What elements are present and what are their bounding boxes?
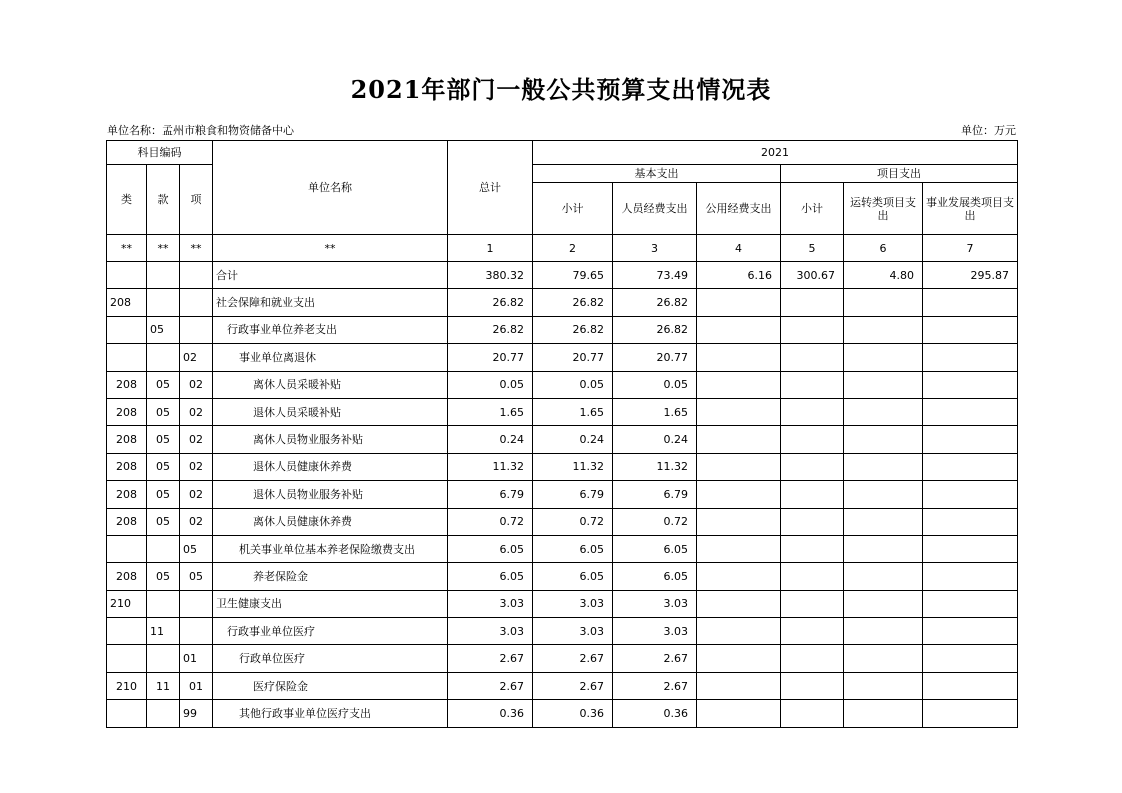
project-subtotal-cell bbox=[781, 618, 844, 645]
lei-cell bbox=[107, 535, 147, 562]
index-cell: ** bbox=[213, 235, 448, 262]
kuan-cell: 05 bbox=[147, 508, 180, 535]
lei-cell: 208 bbox=[107, 563, 147, 590]
xiang-cell: 05 bbox=[180, 563, 213, 590]
table-row bbox=[107, 453, 1018, 480]
unit-name-cell: 退休人员采暖补贴 bbox=[213, 398, 448, 425]
transfer-cell bbox=[844, 563, 923, 590]
basic-subtotal-cell: 26.82 bbox=[533, 316, 613, 343]
total-cell: 26.82 bbox=[448, 289, 533, 316]
unit-name-cell: 离休人员健康休养费 bbox=[213, 508, 448, 535]
basic-subtotal-cell: 3.03 bbox=[533, 618, 613, 645]
basic-subtotal-cell: 2.67 bbox=[533, 672, 613, 699]
unit-name-cell: 行政单位医疗 bbox=[213, 645, 448, 672]
public-cell bbox=[697, 371, 781, 398]
total-cell: 6.05 bbox=[448, 563, 533, 590]
transfer-cell bbox=[844, 316, 923, 343]
basic-subtotal-cell: 0.72 bbox=[533, 508, 613, 535]
transfer-cell bbox=[844, 453, 923, 480]
transfer-cell bbox=[844, 398, 923, 425]
personnel-cell: 1.65 bbox=[613, 398, 697, 425]
unit-name-label: 单位名称：孟州市粮食和物资储备中心 bbox=[107, 124, 294, 137]
total-cell: 2.67 bbox=[448, 645, 533, 672]
lei-cell: 208 bbox=[107, 481, 147, 508]
kuan-header: 款 bbox=[147, 165, 180, 235]
index-row bbox=[107, 235, 1018, 262]
transfer-cell bbox=[844, 426, 923, 453]
basic-subtotal-cell: 0.36 bbox=[533, 700, 613, 727]
transfer-cell bbox=[844, 590, 923, 617]
index-cell: ** bbox=[180, 235, 213, 262]
public-cell bbox=[697, 700, 781, 727]
total-cell: 3.03 bbox=[448, 590, 533, 617]
project-subtotal-cell bbox=[781, 563, 844, 590]
kuan-cell bbox=[147, 344, 180, 371]
project-subtotal-cell bbox=[781, 645, 844, 672]
total-cell: 20.77 bbox=[448, 344, 533, 371]
public-cell bbox=[697, 535, 781, 562]
development-cell: 295.87 bbox=[923, 262, 1018, 289]
transfer-project-header: 运转类项目支出 bbox=[844, 183, 923, 235]
unit-name-cell: 行政事业单位养老支出 bbox=[213, 316, 448, 343]
unit-name-cell: 医疗保险金 bbox=[213, 672, 448, 699]
basic-subtotal-cell: 20.77 bbox=[533, 344, 613, 371]
index-cell: 7 bbox=[923, 235, 1018, 262]
table-row bbox=[107, 481, 1018, 508]
public-cell bbox=[697, 672, 781, 699]
kuan-cell bbox=[147, 590, 180, 617]
kuan-cell: 05 bbox=[147, 316, 180, 343]
public-header: 公用经费支出 bbox=[697, 183, 781, 235]
project-subtotal-header: 小计 bbox=[781, 183, 844, 235]
xiang-cell bbox=[180, 262, 213, 289]
lei-header: 类 bbox=[107, 165, 147, 235]
total-cell: 380.32 bbox=[448, 262, 533, 289]
index-cell: 4 bbox=[697, 235, 781, 262]
unit-name-cell: 事业单位离退休 bbox=[213, 344, 448, 371]
xiang-cell bbox=[180, 618, 213, 645]
table-row bbox=[107, 563, 1018, 590]
table-row bbox=[107, 645, 1018, 672]
kuan-cell: 05 bbox=[147, 563, 180, 590]
personnel-cell: 26.82 bbox=[613, 316, 697, 343]
development-cell bbox=[923, 344, 1018, 371]
lei-cell: 210 bbox=[107, 590, 147, 617]
project-subtotal-cell bbox=[781, 700, 844, 727]
basic-subtotal-cell: 3.03 bbox=[533, 590, 613, 617]
index-cell: 6 bbox=[844, 235, 923, 262]
personnel-header: 人员经费支出 bbox=[613, 183, 697, 235]
table-row bbox=[107, 371, 1018, 398]
xiang-cell: 02 bbox=[180, 481, 213, 508]
xiang-cell: 02 bbox=[180, 344, 213, 371]
transfer-cell bbox=[844, 508, 923, 535]
table-body bbox=[107, 262, 1018, 728]
total-cell: 0.24 bbox=[448, 426, 533, 453]
xiang-cell: 02 bbox=[180, 371, 213, 398]
xiang-cell bbox=[180, 316, 213, 343]
project-subtotal-cell bbox=[781, 316, 844, 343]
basic-subtotal-cell: 0.05 bbox=[533, 371, 613, 398]
basic-subtotal-cell: 26.82 bbox=[533, 289, 613, 316]
basic-subtotal-cell: 11.32 bbox=[533, 453, 613, 480]
unit-name-cell: 卫生健康支出 bbox=[213, 590, 448, 617]
basic-subtotal-cell: 0.24 bbox=[533, 426, 613, 453]
transfer-cell bbox=[844, 618, 923, 645]
unit-name-cell: 退休人员物业服务补贴 bbox=[213, 481, 448, 508]
kuan-cell: 05 bbox=[147, 426, 180, 453]
xiang-cell: 01 bbox=[180, 672, 213, 699]
basic-subtotal-cell: 79.65 bbox=[533, 262, 613, 289]
personnel-cell: 2.67 bbox=[613, 672, 697, 699]
development-cell bbox=[923, 590, 1018, 617]
total-header: 总计 bbox=[448, 141, 533, 235]
public-cell bbox=[697, 453, 781, 480]
table-row bbox=[107, 426, 1018, 453]
development-project-header: 事业发展类项目支出 bbox=[923, 183, 1018, 235]
project-subtotal-cell: 300.67 bbox=[781, 262, 844, 289]
basic-subtotal-cell: 6.05 bbox=[533, 535, 613, 562]
transfer-cell bbox=[844, 289, 923, 316]
public-cell bbox=[697, 508, 781, 535]
table-row bbox=[107, 618, 1018, 645]
public-cell bbox=[697, 398, 781, 425]
development-cell bbox=[923, 563, 1018, 590]
basic-subtotal-cell: 1.65 bbox=[533, 398, 613, 425]
public-cell bbox=[697, 618, 781, 645]
public-cell bbox=[697, 590, 781, 617]
development-cell bbox=[923, 618, 1018, 645]
project-subtotal-cell bbox=[781, 344, 844, 371]
unit-name-cell: 机关事业单位基本养老保险缴费支出 bbox=[213, 535, 448, 562]
transfer-cell bbox=[844, 535, 923, 562]
lei-cell: 208 bbox=[107, 453, 147, 480]
kuan-cell bbox=[147, 262, 180, 289]
development-cell bbox=[923, 672, 1018, 699]
development-cell bbox=[923, 316, 1018, 343]
project-subtotal-cell bbox=[781, 371, 844, 398]
total-cell: 6.05 bbox=[448, 535, 533, 562]
total-cell: 1.65 bbox=[448, 398, 533, 425]
lei-cell: 208 bbox=[107, 508, 147, 535]
public-cell bbox=[697, 481, 781, 508]
public-cell bbox=[697, 344, 781, 371]
project-expenditure-header: 项目支出 bbox=[781, 165, 1018, 183]
index-cell: 2 bbox=[533, 235, 613, 262]
transfer-cell bbox=[844, 700, 923, 727]
total-cell: 11.32 bbox=[448, 453, 533, 480]
xiang-cell: 02 bbox=[180, 426, 213, 453]
public-cell bbox=[697, 426, 781, 453]
public-cell bbox=[697, 563, 781, 590]
xiang-cell: 99 bbox=[180, 700, 213, 727]
xiang-cell: 02 bbox=[180, 398, 213, 425]
transfer-cell: 4.80 bbox=[844, 262, 923, 289]
unit-name-cell: 社会保障和就业支出 bbox=[213, 289, 448, 316]
development-cell bbox=[923, 289, 1018, 316]
personnel-cell: 73.49 bbox=[613, 262, 697, 289]
development-cell bbox=[923, 645, 1018, 672]
lei-cell: 208 bbox=[107, 426, 147, 453]
personnel-cell: 0.36 bbox=[613, 700, 697, 727]
table-row bbox=[107, 316, 1018, 343]
development-cell bbox=[923, 426, 1018, 453]
personnel-cell: 3.03 bbox=[613, 590, 697, 617]
unit-name-cell: 合计 bbox=[213, 262, 448, 289]
unit-name-cell: 离休人员物业服务补贴 bbox=[213, 426, 448, 453]
personnel-cell: 6.79 bbox=[613, 481, 697, 508]
lei-cell bbox=[107, 645, 147, 672]
development-cell bbox=[923, 453, 1018, 480]
table-row bbox=[107, 344, 1018, 371]
kuan-cell: 05 bbox=[147, 371, 180, 398]
basic-subtotal-header: 小计 bbox=[533, 183, 613, 235]
personnel-cell: 26.82 bbox=[613, 289, 697, 316]
public-cell bbox=[697, 316, 781, 343]
kuan-cell: 05 bbox=[147, 398, 180, 425]
unit-name-cell: 养老保险金 bbox=[213, 563, 448, 590]
development-cell bbox=[923, 398, 1018, 425]
basic-expenditure-header: 基本支出 bbox=[533, 165, 781, 183]
table-row bbox=[107, 590, 1018, 617]
project-subtotal-cell bbox=[781, 481, 844, 508]
kuan-cell bbox=[147, 289, 180, 316]
project-subtotal-cell bbox=[781, 453, 844, 480]
lei-cell: 208 bbox=[107, 398, 147, 425]
public-cell bbox=[697, 289, 781, 316]
development-cell bbox=[923, 700, 1018, 727]
lei-cell: 210 bbox=[107, 672, 147, 699]
transfer-cell bbox=[844, 481, 923, 508]
kuan-cell: 11 bbox=[147, 618, 180, 645]
table-row bbox=[107, 508, 1018, 535]
total-cell: 0.72 bbox=[448, 508, 533, 535]
project-subtotal-cell bbox=[781, 672, 844, 699]
project-subtotal-cell bbox=[781, 508, 844, 535]
index-cell: 1 bbox=[448, 235, 533, 262]
budget-table bbox=[106, 140, 1018, 728]
kuan-cell: 11 bbox=[147, 672, 180, 699]
table-row bbox=[107, 700, 1018, 727]
public-cell: 6.16 bbox=[697, 262, 781, 289]
project-subtotal-cell bbox=[781, 535, 844, 562]
table-row bbox=[107, 672, 1018, 699]
total-cell: 6.79 bbox=[448, 481, 533, 508]
page-title: 2021年部门一般公共预算支出情况表 bbox=[350, 75, 772, 104]
transfer-cell bbox=[844, 672, 923, 699]
unit-name-cell: 行政事业单位医疗 bbox=[213, 618, 448, 645]
kuan-cell: 05 bbox=[147, 453, 180, 480]
personnel-cell: 6.05 bbox=[613, 563, 697, 590]
total-cell: 3.03 bbox=[448, 618, 533, 645]
transfer-cell bbox=[844, 344, 923, 371]
kuan-cell bbox=[147, 535, 180, 562]
table-row bbox=[107, 262, 1018, 289]
table-row bbox=[107, 535, 1018, 562]
personnel-cell: 2.67 bbox=[613, 645, 697, 672]
lei-cell bbox=[107, 262, 147, 289]
lei-cell: 208 bbox=[107, 371, 147, 398]
project-subtotal-cell bbox=[781, 590, 844, 617]
xiang-cell: 01 bbox=[180, 645, 213, 672]
total-cell: 26.82 bbox=[448, 316, 533, 343]
kuan-cell bbox=[147, 645, 180, 672]
lei-cell bbox=[107, 618, 147, 645]
kuan-cell: 05 bbox=[147, 481, 180, 508]
basic-subtotal-cell: 6.79 bbox=[533, 481, 613, 508]
index-cell: 3 bbox=[613, 235, 697, 262]
unit-name-cell: 离休人员采暖补贴 bbox=[213, 371, 448, 398]
unit-name-header: 单位名称 bbox=[213, 141, 448, 235]
personnel-cell: 11.32 bbox=[613, 453, 697, 480]
transfer-cell bbox=[844, 371, 923, 398]
xiang-cell: 02 bbox=[180, 453, 213, 480]
personnel-cell: 6.05 bbox=[613, 535, 697, 562]
total-cell: 0.05 bbox=[448, 371, 533, 398]
xiang-cell: 05 bbox=[180, 535, 213, 562]
development-cell bbox=[923, 371, 1018, 398]
lei-cell: 208 bbox=[107, 289, 147, 316]
basic-subtotal-cell: 2.67 bbox=[533, 645, 613, 672]
project-subtotal-cell bbox=[781, 398, 844, 425]
xiang-header: 项 bbox=[180, 165, 213, 235]
table-row bbox=[107, 398, 1018, 425]
xiang-cell bbox=[180, 590, 213, 617]
table-row bbox=[107, 289, 1018, 316]
lei-cell bbox=[107, 700, 147, 727]
kuan-cell bbox=[147, 700, 180, 727]
personnel-cell: 0.24 bbox=[613, 426, 697, 453]
year-header: 2021 bbox=[533, 141, 1018, 165]
transfer-cell bbox=[844, 645, 923, 672]
lei-cell bbox=[107, 344, 147, 371]
lei-cell bbox=[107, 316, 147, 343]
basic-subtotal-cell: 6.05 bbox=[533, 563, 613, 590]
currency-unit-label: 单位：万元 bbox=[961, 124, 1016, 137]
unit-name-cell: 其他行政事业单位医疗支出 bbox=[213, 700, 448, 727]
public-cell bbox=[697, 645, 781, 672]
xiang-cell: 02 bbox=[180, 508, 213, 535]
project-subtotal-cell bbox=[781, 289, 844, 316]
personnel-cell: 20.77 bbox=[613, 344, 697, 371]
unit-name-cell: 退休人员健康休养费 bbox=[213, 453, 448, 480]
total-cell: 2.67 bbox=[448, 672, 533, 699]
project-subtotal-cell bbox=[781, 426, 844, 453]
personnel-cell: 0.72 bbox=[613, 508, 697, 535]
index-cell: 5 bbox=[781, 235, 844, 262]
index-cell: ** bbox=[107, 235, 147, 262]
personnel-cell: 0.05 bbox=[613, 371, 697, 398]
personnel-cell: 3.03 bbox=[613, 618, 697, 645]
xiang-cell bbox=[180, 289, 213, 316]
subject-code-header: 科目编码 bbox=[107, 141, 213, 165]
total-cell: 0.36 bbox=[448, 700, 533, 727]
development-cell bbox=[923, 508, 1018, 535]
index-cell: ** bbox=[147, 235, 180, 262]
development-cell bbox=[923, 535, 1018, 562]
development-cell bbox=[923, 481, 1018, 508]
